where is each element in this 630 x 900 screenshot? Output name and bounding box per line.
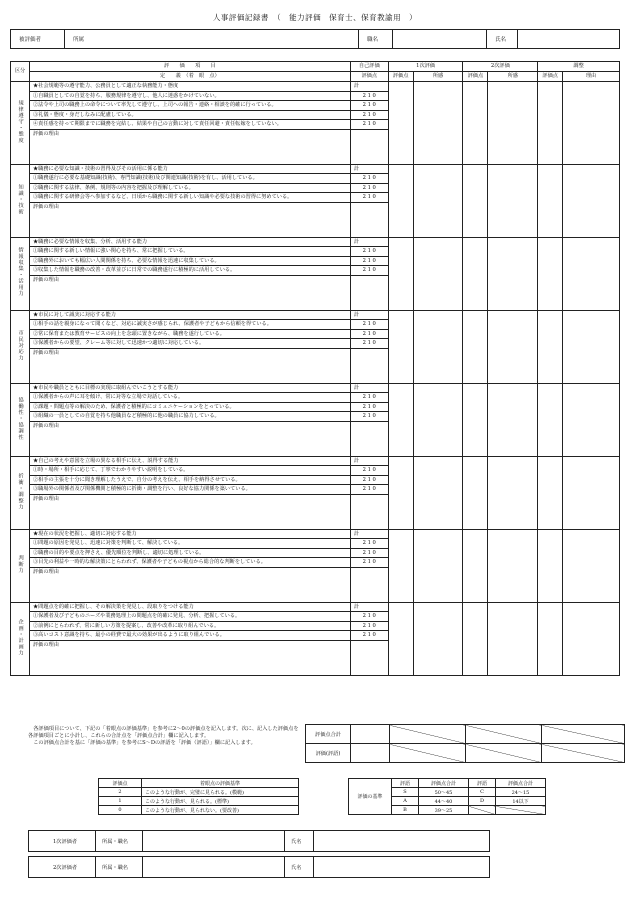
criteria-range: 24～15 xyxy=(496,788,546,797)
evaluation-item: ③組織の一員としての自覚を持ち他職員など積極的に他の職員に協力している。 xyxy=(29,412,350,422)
criteria-total-header: 評価点合計 xyxy=(496,779,546,788)
adjust-score-cell[interactable] xyxy=(538,82,563,165)
evaluation-item: ①職務遂行に必要な基礎知識(技術)、専門知識(技術)及び関連知識(技術)を有し、活用している。 xyxy=(29,174,350,184)
criteria-grade: C xyxy=(469,788,496,797)
category-label-text: 判断力 xyxy=(17,554,24,574)
self-score-choice[interactable]: 2 1 0 xyxy=(350,91,388,101)
legend-score: 2 xyxy=(99,788,142,797)
first-reason-cell[interactable] xyxy=(413,310,463,383)
adjust-reason-cell[interactable] xyxy=(563,529,620,602)
evaluation-item: ①保護者からの声に耳を傾け、常に対等な立場で対話している。 xyxy=(29,393,350,403)
first-evaluator-name-label: 氏名 xyxy=(285,831,314,852)
category-heading: ★自己の考えや意図を立場の異なる相手に伝え、説得する能力 xyxy=(29,456,350,466)
second-reason-cell[interactable] xyxy=(488,383,538,456)
reason-field[interactable] xyxy=(29,494,350,529)
adjust-score-cell[interactable] xyxy=(538,456,563,529)
category-heading: ★職務に必要な知識・技術の習得及びその活用に係る能力 xyxy=(29,164,350,174)
second-reason-cell[interactable] xyxy=(488,164,538,237)
second-eval-header: 2次評価 xyxy=(463,62,538,72)
evaluation-item: ②職務の目的や要点を押さえ、優先順位を判断し、適切に処理している。 xyxy=(29,548,350,558)
category-sum-label: 計 xyxy=(350,310,388,320)
legend-text: このような行動が、見られる。(標準) xyxy=(142,797,299,806)
second-score-header: 評価点 xyxy=(463,72,488,82)
self-score-choice[interactable]: 2 1 0 xyxy=(350,339,388,349)
evaluation-item: ①問題の原因を発見し、迅速に対策を判断して、解決している。 xyxy=(29,539,350,549)
grade-label: 評価(評語) xyxy=(306,744,351,763)
self-reason-blank xyxy=(350,421,388,456)
evaluation-table xyxy=(10,61,620,676)
evaluatee-label: 被評価者 xyxy=(11,30,65,49)
item-title-header: 評 価 項 目 xyxy=(29,62,350,72)
criteria-legend xyxy=(98,778,299,815)
legend-criteria-header: 着眼点の評価基準 xyxy=(142,779,299,788)
first-reason-cell[interactable] xyxy=(413,237,463,310)
evaluation-item: ③保護者からの要望、クレーム等に対して迅速かつ適切に対応している。 xyxy=(29,339,350,349)
grade-second[interactable] xyxy=(466,744,542,763)
criteria-grade: A xyxy=(392,797,419,806)
reason-label: 評価の理由 xyxy=(32,641,59,648)
adjust-score-cell[interactable] xyxy=(538,383,563,456)
first-evaluator-aff-label: 所属・職名 xyxy=(96,831,143,852)
reason-field[interactable] xyxy=(29,348,350,383)
totals-table xyxy=(305,724,625,763)
second-reason-header: 所感 xyxy=(488,72,538,82)
category-sum-label: 計 xyxy=(350,602,388,612)
reason-label: 評価の理由 xyxy=(32,276,59,283)
self-score-choice[interactable]: 2 1 0 xyxy=(350,101,388,111)
self-score-choice[interactable]: 2 1 0 xyxy=(350,485,388,495)
adjust-reason-cell[interactable] xyxy=(563,164,620,237)
second-evaluator-name-label: 氏名 xyxy=(285,857,314,878)
adjust-reason-header: 理由 xyxy=(563,72,620,82)
kubun-header: 区分 xyxy=(11,62,30,82)
legend-score-header: 評価点 xyxy=(99,779,142,788)
criteria-grade: B xyxy=(392,806,419,815)
self-score-choice[interactable]: 2 1 0 xyxy=(350,110,388,120)
self-reason-blank xyxy=(350,640,388,675)
first-score-cell[interactable] xyxy=(388,237,413,310)
criteria-grade: S xyxy=(392,788,419,797)
sum-total-first[interactable] xyxy=(390,725,466,744)
criteria-grade: D xyxy=(469,797,496,806)
criteria-grade-header: 評語 xyxy=(392,779,419,788)
self-score-choice[interactable]: 2 1 0 xyxy=(350,320,388,330)
category-label-text: 協働性・協調性 xyxy=(17,396,24,440)
adjust-score-header: 評価点 xyxy=(538,72,563,82)
self-score-choice[interactable]: 2 1 0 xyxy=(350,612,388,622)
category-label xyxy=(11,383,30,456)
grade-first[interactable] xyxy=(390,744,466,763)
legend-score: 1 xyxy=(99,797,142,806)
first-score-cell[interactable] xyxy=(388,310,413,383)
first-reason-cell[interactable] xyxy=(413,456,463,529)
reason-field[interactable] xyxy=(29,421,350,456)
second-score-cell[interactable] xyxy=(463,310,488,383)
self-reason-blank xyxy=(350,348,388,383)
category-sum-label: 計 xyxy=(350,237,388,247)
name-field[interactable] xyxy=(518,30,620,49)
category-label xyxy=(11,164,30,237)
legend-text: このような行動が、完璧に見られる。(模範) xyxy=(142,788,299,797)
reason-field[interactable] xyxy=(29,202,350,237)
self-eval-header: 自己評価 xyxy=(350,62,388,72)
instruction-note: 各評価項目について、下記の「着眼点の評価基準」を参考に2～0の評価点を記入します。次に、記入した評価点を各評価項目ごとに小計し、これらの合計点を「評価点合計」欄に記入します。 この評価点合計を基に「評価の基準」を参考にS～Dの評語を「評価（評語）」欄に記入します。 xyxy=(28,726,299,746)
position-field[interactable] xyxy=(393,30,487,49)
second-reason-cell[interactable] xyxy=(488,602,538,675)
reason-label: 評価の理由 xyxy=(32,568,59,575)
first-evaluator-label: 1次評価者 xyxy=(29,831,96,852)
criteria-range: 44～40 xyxy=(419,797,469,806)
first-reason-cell[interactable] xyxy=(413,383,463,456)
sum-total-second[interactable] xyxy=(466,725,542,744)
evaluation-item: ③収集した情報を職務の改善・改革並びに日常での職務遂行に積極的に活用している。 xyxy=(29,266,350,276)
reason-label: 評価の理由 xyxy=(32,422,59,429)
criteria-empty xyxy=(469,806,496,815)
first-reason-cell[interactable] xyxy=(413,602,463,675)
evaluation-item: ②相手の主張を十分に聞き理解したうえで、自分の考えを伝え、相手を納得させている。 xyxy=(29,475,350,485)
second-reason-cell[interactable] xyxy=(488,82,538,165)
first-evaluator-row xyxy=(28,830,490,852)
second-score-cell[interactable] xyxy=(463,383,488,456)
grade-self[interactable] xyxy=(351,744,390,763)
second-score-cell[interactable] xyxy=(463,164,488,237)
evaluation-item: ①相手の話を親身になって聞くなど、対応に誠実さが感じられ、保護者や子どもから信頼を得ている。 xyxy=(29,320,350,330)
self-reason-blank xyxy=(350,567,388,602)
second-reason-cell[interactable] xyxy=(488,529,538,602)
adjust-score-cell[interactable] xyxy=(538,237,563,310)
evaluation-item: ②前例にとらわれず、常に新しい方策を提案し、改善や改革に取り組んでいる。 xyxy=(29,621,350,631)
second-score-cell[interactable] xyxy=(463,602,488,675)
evaluation-item: ②課題・問題点等の解決のため、保護者と積極的にコミュニケーションをとっている。 xyxy=(29,402,350,412)
first-evaluator-name-field[interactable] xyxy=(314,831,490,852)
category-label xyxy=(11,602,30,675)
self-score-choice[interactable]: 2 1 0 xyxy=(350,621,388,631)
second-evaluator-aff-field[interactable] xyxy=(143,857,285,878)
reason-label: 評価の理由 xyxy=(32,203,59,210)
category-heading: ★社会規範等の遵守能力、公務員として適正な執務能力・態度 xyxy=(29,82,350,92)
evaluation-item: ①職務に関する新しい情報に強い関心を持ち、常に把握している。 xyxy=(29,247,350,257)
category-heading: ★市民に対して誠実に対応する能力 xyxy=(29,310,350,320)
evaluation-item: ①時・場所・相手に応じて、丁寧でわかりやすい説明をしている。 xyxy=(29,466,350,476)
sum-total-self[interactable] xyxy=(351,725,390,744)
self-score-choice[interactable]: 2 1 0 xyxy=(350,402,388,412)
category-sum-label: 計 xyxy=(350,82,388,92)
evaluation-item: ③礼儀・態度・身だしなみに配慮している。 xyxy=(29,110,350,120)
adjust-header: 調整 xyxy=(538,62,620,72)
second-score-cell[interactable] xyxy=(463,82,488,165)
adjust-reason-cell[interactable] xyxy=(563,310,620,383)
self-score-choice[interactable]: 2 1 0 xyxy=(350,539,388,549)
first-score-cell[interactable] xyxy=(388,529,413,602)
self-score-choice[interactable]: 2 1 0 xyxy=(350,412,388,422)
self-score-choice[interactable]: 2 1 0 xyxy=(350,183,388,193)
reason-field[interactable] xyxy=(29,640,350,675)
grade-adjust[interactable] xyxy=(542,744,625,763)
criteria-grade-header: 評語 xyxy=(469,779,496,788)
first-eval-header: 1次評価 xyxy=(388,62,463,72)
self-reason-blank xyxy=(350,202,388,237)
self-reason-blank xyxy=(350,129,388,164)
category-label-text: 知識・技術 xyxy=(17,183,24,215)
first-reason-cell[interactable] xyxy=(413,164,463,237)
self-score-choice[interactable]: 2 1 0 xyxy=(350,174,388,184)
legend-text: このような行動が、見られない。(要改善) xyxy=(142,806,299,815)
category-sum-label: 計 xyxy=(350,164,388,174)
name-label: 氏名 xyxy=(487,30,518,49)
evaluation-item: ②職務外においても幅広い人間関係を持ち、必要な情報を迅速に収集している。 xyxy=(29,256,350,266)
criteria-range: 39～25 xyxy=(419,806,469,815)
evaluation-item: ③職場外の関係者及び関係機関と積極的に折衝・調整を行い、良好な協力関係を築いている。 xyxy=(29,485,350,495)
legend-score: 0 xyxy=(99,806,142,815)
sum-total-adjust[interactable] xyxy=(542,725,625,744)
grade-criteria-table xyxy=(348,778,546,815)
definition-header: 定 義 （着 眼 点） xyxy=(29,72,350,82)
page-title: 人事評価記録書 （ 能力評価 保育士、保育教諭用 ） xyxy=(212,13,418,22)
evaluation-item: ②常に保育または教育サービスの向上を念頭に置きながら、職務を遂行している。 xyxy=(29,329,350,339)
second-evaluator-aff-label: 所属・職名 xyxy=(96,857,143,878)
first-score-cell[interactable] xyxy=(388,164,413,237)
second-score-cell[interactable] xyxy=(463,529,488,602)
category-heading: ★問題点を的確に把握し、その解決策を発見し、段取りをつける能力 xyxy=(29,602,350,612)
position-label: 職名 xyxy=(359,30,393,49)
category-label xyxy=(11,310,30,383)
criteria-total-header: 評価点合計 xyxy=(419,779,469,788)
category-label-text: 市民対応力 xyxy=(17,329,24,361)
self-score-choice[interactable]: 2 1 0 xyxy=(350,120,388,130)
criteria-empty xyxy=(496,806,546,815)
criteria-range: 50～45 xyxy=(419,788,469,797)
evaluation-item: ④責任感を持って期限までに職務を完結し、結果や自己の言動に対して責任回避・責任転嫁をしていない。 xyxy=(29,120,350,130)
category-label-text: 規律遵守・態度 xyxy=(17,99,24,144)
self-score-choice[interactable]: 2 1 0 xyxy=(350,247,388,257)
reason-label: 評価の理由 xyxy=(32,495,59,502)
first-score-cell[interactable] xyxy=(388,383,413,456)
self-reason-blank xyxy=(350,494,388,529)
evaluation-item: ①保護者及び子どものニーズや業務処理上の問題点を的確に発見、分析、把握している。 xyxy=(29,612,350,622)
affiliation-field[interactable] xyxy=(65,30,359,49)
evaluatee-header xyxy=(10,29,620,49)
evaluation-item: ③目先の利益や一時的な解決策にとらわれず、保護者や子どもの視点から総合的な判断をしている。 xyxy=(29,558,350,568)
adjust-reason-cell[interactable] xyxy=(563,237,620,310)
second-evaluator-row xyxy=(28,856,490,878)
category-label xyxy=(11,82,30,165)
reason-field[interactable] xyxy=(29,275,350,310)
first-score-cell[interactable] xyxy=(388,456,413,529)
first-score-cell[interactable] xyxy=(388,82,413,165)
adjust-score-cell[interactable] xyxy=(538,602,563,675)
adjust-score-cell[interactable] xyxy=(538,310,563,383)
adjust-score-cell[interactable] xyxy=(538,164,563,237)
second-reason-cell[interactable] xyxy=(488,310,538,383)
second-reason-cell[interactable] xyxy=(488,456,538,529)
category-sum-label: 計 xyxy=(350,529,388,539)
adjust-reason-cell[interactable] xyxy=(563,456,620,529)
sum-total-label: 評価点合計 xyxy=(306,725,351,744)
first-reason-cell[interactable] xyxy=(413,82,463,165)
category-sum-label: 計 xyxy=(350,456,388,466)
category-heading: ★市民や職員とともに目標の実現に取組んでいこうとする能力 xyxy=(29,383,350,393)
self-score-choice[interactable]: 2 1 0 xyxy=(350,466,388,476)
self-score-choice[interactable]: 2 1 0 xyxy=(350,329,388,339)
self-score-header: 評価点 xyxy=(350,72,388,82)
evaluation-item: ②法令や上司の職務上の命令について率先して遵守し、上司への報告・連絡・相談を的確に行っている。 xyxy=(29,101,350,111)
reason-label: 評価の理由 xyxy=(32,349,59,356)
first-score-cell[interactable] xyxy=(388,602,413,675)
evaluation-item: ①自職員としての自覚を持ち、服務規律を遵守し、他人に迷惑をかけていない。 xyxy=(29,91,350,101)
self-score-choice[interactable]: 2 1 0 xyxy=(350,475,388,485)
second-evaluator-label: 2次評価者 xyxy=(29,857,96,878)
self-score-choice[interactable]: 2 1 0 xyxy=(350,393,388,403)
category-label xyxy=(11,237,30,310)
evaluation-item: ③高いコスト意識を持ち、最小の経費で最大の効果が出るように取り組んでいる。 xyxy=(29,631,350,641)
self-score-choice[interactable]: 2 1 0 xyxy=(350,631,388,641)
first-evaluator-aff-field[interactable] xyxy=(143,831,285,852)
reason-field[interactable] xyxy=(29,567,350,602)
first-reason-cell[interactable] xyxy=(413,529,463,602)
second-evaluator-name-field[interactable] xyxy=(314,857,490,878)
category-label xyxy=(11,456,30,529)
adjust-reason-cell[interactable] xyxy=(563,383,620,456)
adjust-reason-cell[interactable] xyxy=(563,82,620,165)
evaluation-item: ②職務に関する法律、条例、規則等の内容を把握及び理解している。 xyxy=(29,183,350,193)
second-score-cell[interactable] xyxy=(463,456,488,529)
adjust-score-cell[interactable] xyxy=(538,529,563,602)
first-score-header: 評価点 xyxy=(388,72,413,82)
category-sum-label: 計 xyxy=(350,383,388,393)
category-label-text: 企画・計画力 xyxy=(17,618,24,656)
criteria-range: 14以下 xyxy=(496,797,546,806)
second-score-cell[interactable] xyxy=(463,237,488,310)
reason-field[interactable] xyxy=(29,129,350,164)
criteria-label: 評価の基準 xyxy=(349,779,392,815)
self-score-choice[interactable]: 2 1 0 xyxy=(350,558,388,568)
category-heading: ★現在の状況を把握し、適切に対応する能力 xyxy=(29,529,350,539)
category-label-text: 情報収集・活用力 xyxy=(17,247,24,298)
category-heading: ★職務に必要な情報を収集、分析、活用する能力 xyxy=(29,237,350,247)
category-label xyxy=(11,529,30,602)
second-reason-cell[interactable] xyxy=(488,237,538,310)
self-score-choice[interactable]: 2 1 0 xyxy=(350,193,388,203)
evaluation-item: ③職務に関する研修会等へ参加するなど、日頃から職務に関する新しい知識や必要な技術の習得に努めている。 xyxy=(29,193,350,203)
adjust-reason-cell[interactable] xyxy=(563,602,620,675)
self-score-choice[interactable]: 2 1 0 xyxy=(350,266,388,276)
category-label-text: 折衝・調整力 xyxy=(17,472,24,510)
self-score-choice[interactable]: 2 1 0 xyxy=(350,256,388,266)
reason-label: 評価の理由 xyxy=(32,130,59,137)
self-score-choice[interactable]: 2 1 0 xyxy=(350,548,388,558)
affiliation-label: 所属 xyxy=(73,37,85,43)
self-reason-blank xyxy=(350,275,388,310)
first-reason-header: 所感 xyxy=(413,72,463,82)
